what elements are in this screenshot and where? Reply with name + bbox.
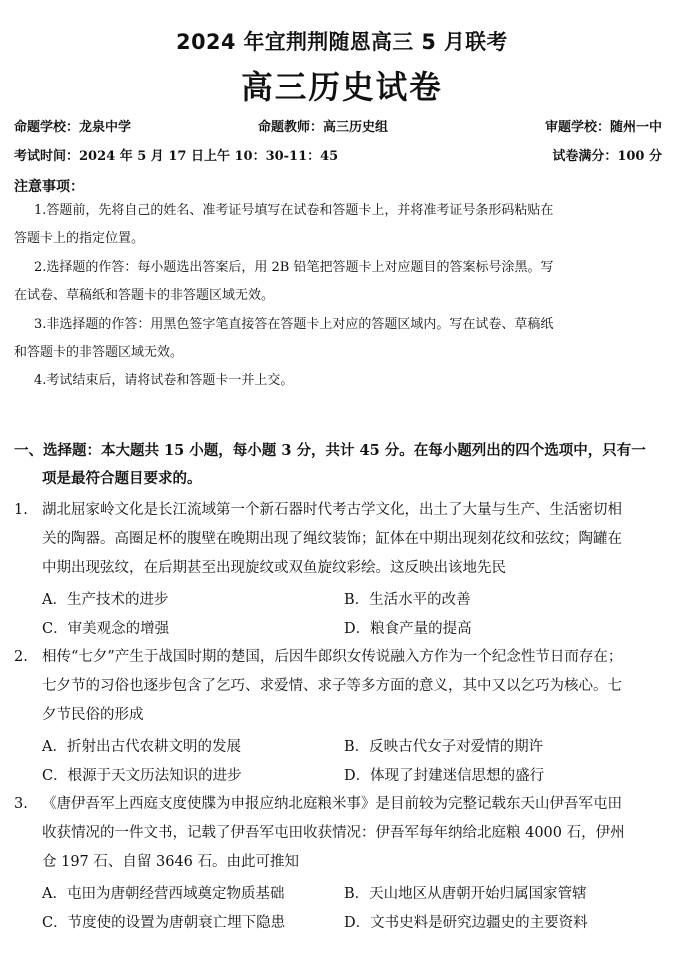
option-a: A．折射出古代农耕文明的发展: [42, 739, 241, 755]
question-text: 关的陶器。高圈足杯的腹壁在晚期出现了绳纹装饰；缸体在中期出现刻花纹和弦纹；陶罐在: [42, 531, 622, 547]
option-b: B．天山地区从唐朝开始归属国家管辖: [344, 886, 587, 902]
option-b: B．反映古代女子对爱情的期许: [344, 739, 544, 755]
notes-heading: 注意事项：: [14, 179, 84, 195]
exam-time: 考试时间：2024 年 5 月 17 日上午 10：30-11：45: [14, 149, 339, 164]
full-score: 试卷满分：100 分: [552, 149, 662, 164]
question-number: 1.: [14, 502, 28, 518]
question-text: 《唐伊吾军上西庭支度使牒为申报应纳北庭粮米事》是目前较为完整记载东天山伊吾军屯田: [42, 796, 622, 812]
note-line: 和答题卡的非答题区域无效。: [14, 345, 184, 360]
school-label: 命题学校：龙泉中学: [14, 120, 132, 135]
question-text: 中期出现弦纹，在后期甚至出现旋纹或双鱼旋纹彩绘。这反映出该地先民: [42, 560, 506, 576]
note-line: 在试卷、草稿纸和答题卡的非答题区域无效。: [14, 288, 275, 303]
section-heading: 一、选择题：本大题共 15 小题，每小题 3 分，共计 45 分。在每小题列出的四个选项中，只有一: [14, 442, 646, 459]
question-text: 仓 197 石、自留 3646 石。由此可推知: [42, 854, 300, 870]
note-line: 3.非选择题的作答：用黑色签字笔直接答在答题卡上对应的答题区域内。写在试卷、草稿纸: [34, 317, 554, 332]
reviewer-label: 审题学校：随州一中: [544, 120, 662, 135]
option-a: A．生产技术的进步: [42, 592, 169, 608]
note-line: 4.考试结束后，请将试卷和答题卡一并上交。: [34, 373, 294, 388]
option-d: D．粮食产量的提高: [344, 621, 472, 637]
section-heading-cont: 项是最符合题目要求的。: [42, 470, 202, 487]
question-text: 收获情况的一件文书，记载了伊吾军屯田收获情况：伊吾军每年纳给北庭粮 4000 石，伊州: [42, 825, 625, 841]
option-a: A．屯田为唐朝经营西域奠定物质基础: [42, 886, 285, 902]
question-text: 相传“七夕”产生于战国时期的楚国，后因牛郎织女传说融入方作为一个纪念性节日而存在；: [42, 649, 623, 665]
option-d: D．文书史料是研究边疆史的主要资料: [344, 915, 588, 931]
subject-title: 高三历史试卷: [241, 68, 443, 106]
question-number: 2.: [14, 649, 28, 665]
question-text: 湖北屈家岭文化是长江流域第一个新石器时代考古学文化，出土了大量与生产、生活密切相: [42, 502, 622, 518]
option-c: C．审美观念的增强: [42, 621, 170, 637]
question-text: 七夕节的习俗也逐步包含了乞巧、求爱情、求子等多方面的意义，其中又以乞巧为核心。七: [42, 678, 622, 694]
note-line: 1.答题前，先将自己的姓名、准考证号填写在试卷和答题卡上，并将准考证号条形码粘贴在: [34, 203, 554, 218]
option-c: C．节度使的设置为唐朝衰亡埋下隐患: [42, 915, 286, 931]
exam-title: 2024 年宜荆荆随恩高三 5 月联考: [176, 30, 508, 54]
note-line: 2.选择题的作答：每小题选出答案后，用 2B 铅笔把答题卡上对应题目的答案标号涂黑。写: [34, 260, 554, 275]
teacher-label: 命题教师：高三历史组: [258, 120, 389, 135]
option-c: C．根源于天文历法知识的进步: [42, 768, 242, 784]
question-number: 3.: [14, 796, 28, 812]
option-d: D．体现了封建迷信思想的盛行: [344, 768, 545, 784]
note-line: 答题卡上的指定位置。: [14, 231, 145, 246]
question-text: 夕节民俗的形成: [42, 707, 144, 723]
option-b: B．生活水平的改善: [344, 592, 471, 608]
